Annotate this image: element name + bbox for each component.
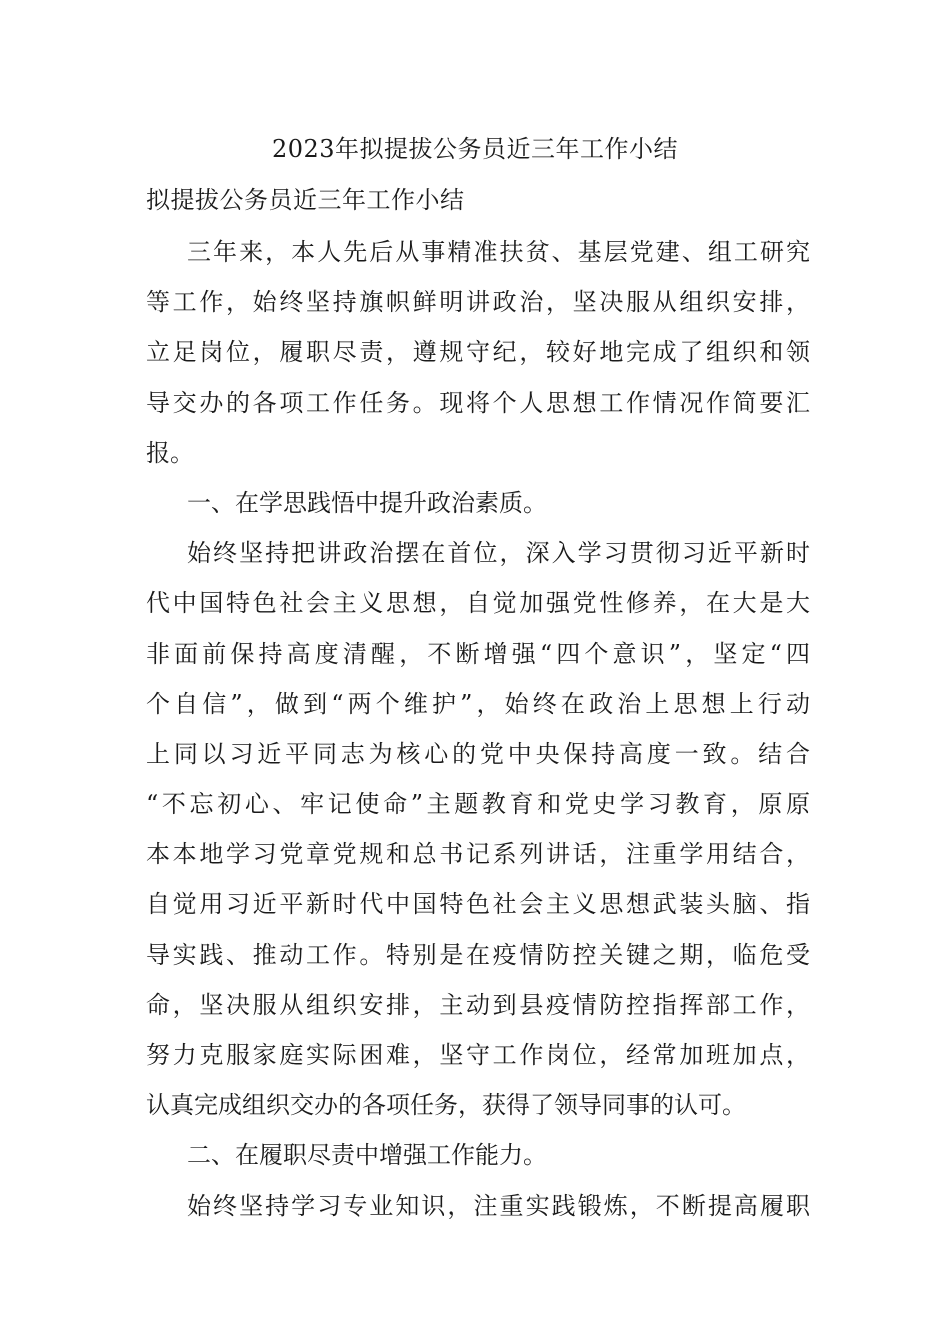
- text-line: 始终坚持把讲政治摆在首位，深入学习贯彻习近平新时: [187, 539, 810, 568]
- document-title: 2023年拟提拔公务员近三年工作小结: [271, 135, 679, 163]
- text-line: 上同以习近平同志为核心的党中央保持高度一致。结合: [146, 739, 810, 768]
- text-line: 代中国特色社会主义思想，自觉加强党性修养，在大是大: [146, 589, 810, 618]
- text-line: 非面前保持高度清醒，不断增强“四个意识”，坚定“四: [146, 639, 810, 668]
- text-line: 本本地学习党章党规和总书记系列讲话，注重学用结合，: [146, 840, 810, 869]
- text-line: 努力克服家庭实际困难，坚守工作岗位，经常加班加点，: [146, 1041, 810, 1069]
- section-heading: 二、在履职尽责中增强工作能力。: [187, 1141, 547, 1170]
- text-line: 导交办的各项工作任务。现将个人思想工作情况作简要汇: [146, 388, 810, 417]
- document-body: [146, 227, 810, 1231]
- document-subtitle: 拟提拔公务员近三年工作小结: [146, 186, 465, 214]
- text-line: 始终坚持学习专业知识，注重实践锻炼，不断提高履职: [187, 1191, 810, 1220]
- text-line: 立足岗位，履职尽责，遵规守纪，较好地完成了组织和领: [146, 338, 810, 367]
- text-line: 认真完成组织交办的各项任务，获得了领导同事的认可。: [146, 1091, 746, 1120]
- text-line: “不忘初心、牢记使命”主题教育和党史学习教育，原原: [146, 790, 810, 819]
- text-line: 导实践、推动工作。特别是在疫情防控关键之期，临危受: [146, 940, 810, 969]
- text-line: 命，坚决服从组织安排，主动到县疫情防控指挥部工作，: [146, 990, 810, 1019]
- text-line: 报。: [146, 438, 194, 467]
- text-line: 个自信”，做到“两个维护”，始终在政治上思想上行动: [146, 689, 810, 718]
- text-line: 自觉用习近平新时代中国特色社会主义思想武装头脑、指: [146, 890, 810, 919]
- text-line: 等工作，始终坚持旗帜鲜明讲政治，坚决服从组织安排，: [146, 288, 810, 317]
- text-line: 三年来，本人先后从事精准扶贫、基层党建、组工研究: [187, 238, 810, 266]
- section-heading: 一、在学思践悟中提升政治素质。: [187, 488, 547, 517]
